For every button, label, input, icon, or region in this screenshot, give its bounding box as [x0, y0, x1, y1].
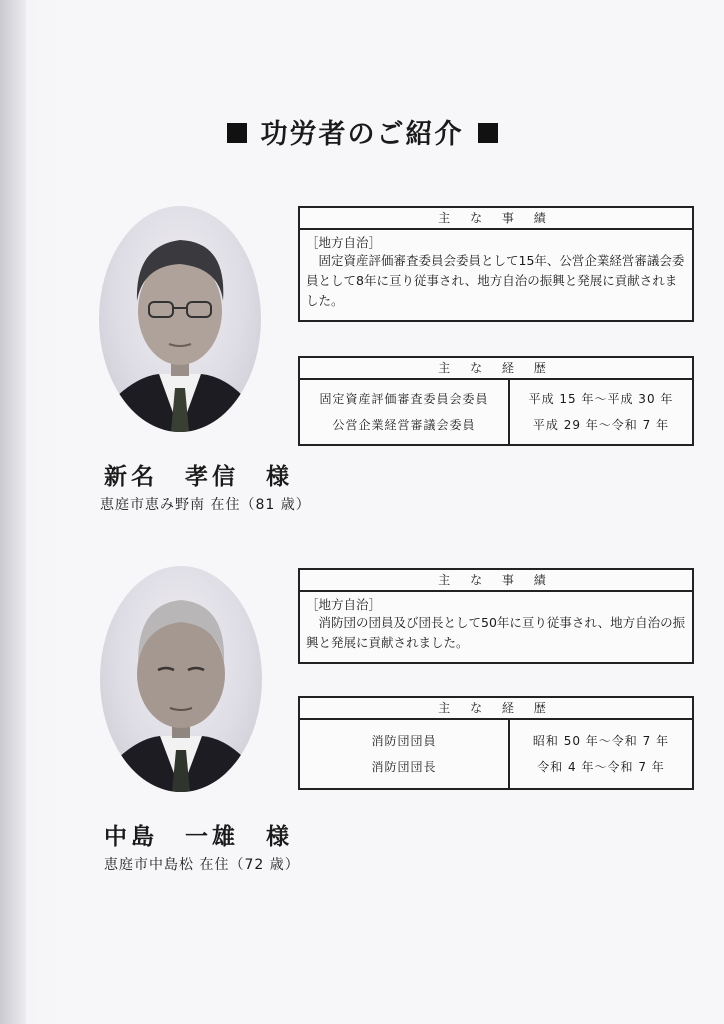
person-name-1: 新名 孝信 様: [104, 464, 293, 490]
portrait-photo-1: [99, 206, 261, 432]
history-role: 公営企業経営審議会委員: [332, 418, 476, 432]
black-square-icon: [478, 123, 498, 143]
history-role: 固定資産評価審査委員会委員: [319, 392, 489, 406]
binding-edge: [0, 0, 26, 1024]
page-title-text: 功労者のご紹介: [260, 119, 464, 150]
person-name-2: 中島 一雄 様: [104, 824, 293, 850]
history-period: 平成 29 年～令和 7 年: [532, 418, 670, 432]
achievements-tag-2: ［地方自治］: [306, 597, 382, 612]
achievements-box-2: [298, 568, 694, 664]
history-period: 平成 15 年～平成 30 年: [528, 392, 674, 406]
achievements-header-1: 主 な 事 績: [300, 208, 692, 230]
history-table-1: [298, 356, 694, 446]
achievements-header-2: 主 な 事 績: [300, 570, 692, 592]
achievements-text-1: 固定資産評価審査委員会委員として15年、公営企業経営審議会委員として8年に亘り従事され、地方自治の振興と発展に貢献されました。: [306, 253, 685, 308]
history-period: 令和 4 年～令和 7 年: [537, 760, 665, 774]
person-residence-2: 恵庭市中島松 在住（72 歳）: [104, 857, 300, 873]
history-header-1: 主 な 経 歴: [300, 358, 692, 380]
person-residence-1: 恵庭市恵み野南 在住（81 歳）: [100, 497, 311, 513]
history-header-2: 主 な 経 歴: [300, 698, 692, 720]
portrait-illustration-2: [100, 566, 262, 792]
history-role: 消防団団長: [371, 760, 437, 774]
history-table-2: [298, 696, 694, 790]
history-role: 消防団団員: [371, 734, 437, 748]
history-period: 昭和 50 年～令和 7 年: [532, 734, 670, 748]
black-square-icon: [227, 123, 247, 143]
achievements-tag-1: ［地方自治］: [306, 235, 382, 250]
portrait-photo-2: [100, 566, 262, 792]
achievements-text-2: 消防団の団員及び団長として50年に亘り従事され、地方自治の振興と発展に貢献されました。: [306, 615, 686, 650]
achievements-box-1: [298, 206, 694, 322]
page-title: [0, 112, 724, 151]
portrait-illustration-1: [99, 206, 261, 432]
